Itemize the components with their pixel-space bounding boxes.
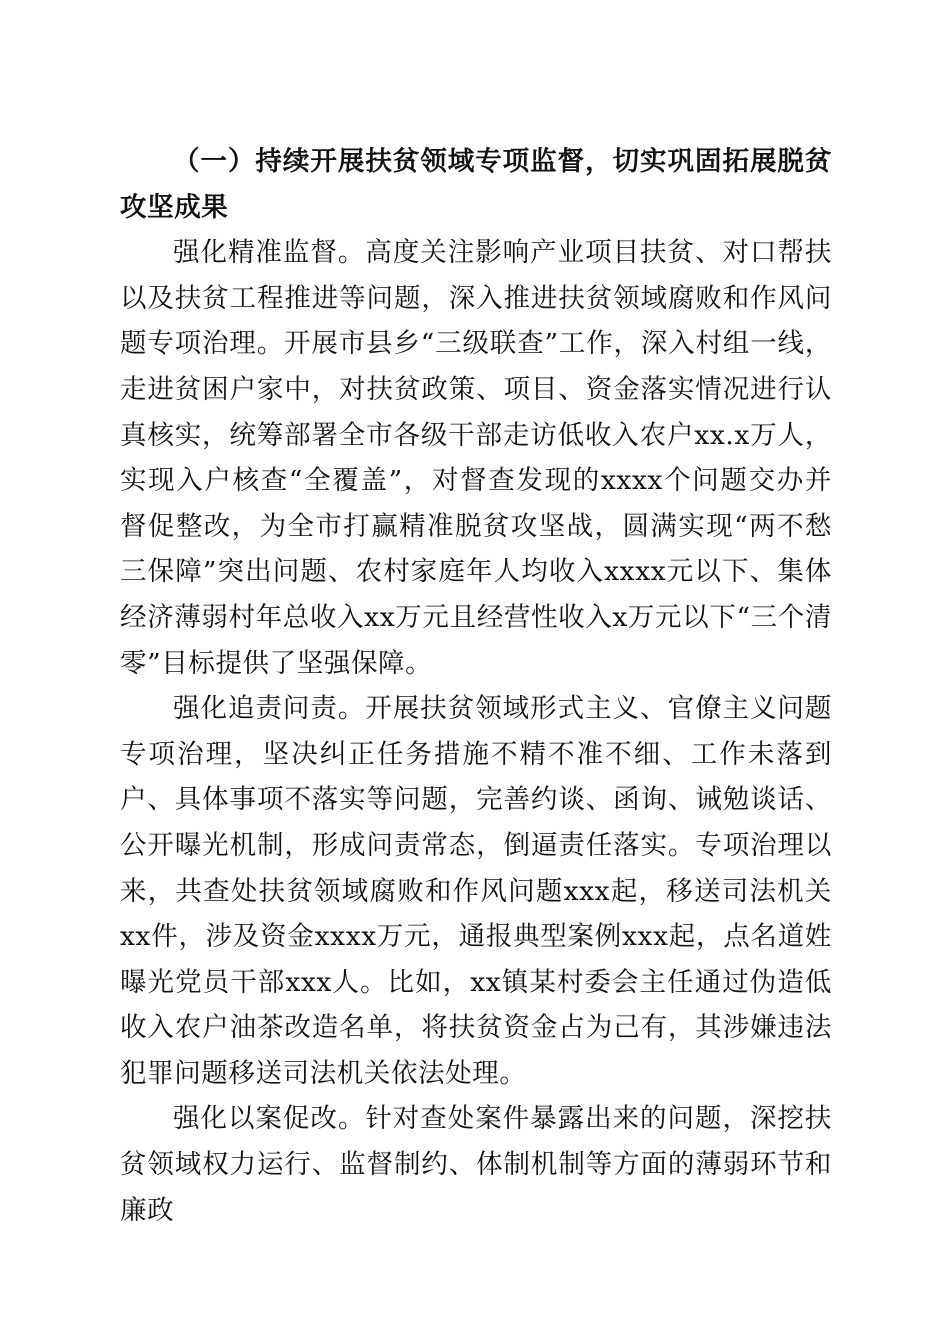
- paragraph-accountability: 强化追责问责。开展扶贫领域形式主义、官僚主义问题专项治理，坚决纠正任务措施不精不准不细、工作未落到户、具体事项不落实等问题，完善约谈、函询、诫勉谈话、公开曝光机制，形成问责常态，倒逼责任落实。专项治理以来，共查处扶贫领域腐败和作风问题xxx起，移送司法机关xx件，涉及资金xxxx万元，通报典型案例xxx起，点名道姓曝光党员干部xxx人。比如，xx镇某村委会主任通过伪造低收入农户油茶改造名单，将扶贫资金占为己有，其涉嫌违法犯罪问题移送司法机关依法处理。: [120, 693, 832, 1089]
- document-body: [120, 139, 832, 1233]
- section-heading: （一）持续开展扶贫领域专项监督，切实巩固拓展脱贫攻坚成果: [120, 146, 832, 223]
- paragraph-case-reform: 强化以案促改。针对查处案件暴露出来的问题，深挖扶贫领域权力运行、监督制约、体制机制等方面的薄弱环节和廉政: [120, 1103, 832, 1226]
- paragraph-precise-supervision: 强化精准监督。高度关注影响产业项目扶贫、对口帮扶以及扶贫工程推进等问题，深入推进扶贫领域腐败和作风问题专项治理。开展市县乡“三级联查”工作，深入村组一线，走进贫困户家中，对扶贫政策、项目、资金落实情况进行认真核实，统筹部署全市各级干部走访低收入农户xx.x万人，实现入户核查“全覆盖”，对督查发现的xxxx个问题交办并督促整改，为全市打赢精准脱贫攻坚战，圆满实现“两不愁三保障”突出问题、农村家庭年人均收入xxxx元以下、集体经济薄弱村年总收入xx万元且经营性收入x万元以下“三个清零”目标提供了坚强保障。: [120, 237, 832, 679]
